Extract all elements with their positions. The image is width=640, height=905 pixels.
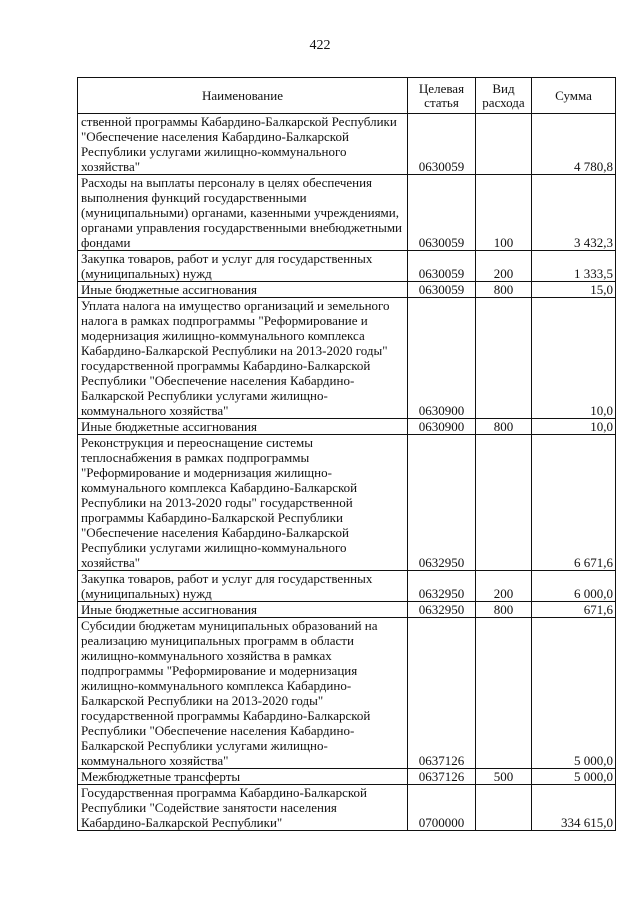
row-name: Субсидии бюджетам муниципальных образований на реализацию муниципальных программ в области жилищно-коммунального хозяйства в рамках подпрограммы "Реформирование и модернизация жилищно-коммунального комплекса Кабардино-Балкарской Республики на 2013-2020 годы" государственной программы Кабардино-Балкарской Республики "Обеспечение населения Кабардино-Балкарской Республики услугами жилищно-коммунального хозяйства" bbox=[78, 618, 408, 769]
row-name: ственной программы Кабардино-Балкарской Республики "Обеспечение населения Кабардино-Балкарской Республики услугами жилищно-коммунального хозяйства" bbox=[78, 114, 408, 175]
table-row bbox=[78, 175, 616, 251]
table-header-row bbox=[78, 78, 616, 114]
row-code: 0637126 bbox=[408, 769, 476, 785]
row-sum: 6 000,0 bbox=[532, 571, 616, 602]
row-name: Закупка товаров, работ и услуг для государственных (муниципальных) нужд bbox=[78, 251, 408, 282]
row-sum: 4 780,8 bbox=[532, 114, 616, 175]
row-code: 0630059 bbox=[408, 282, 476, 298]
row-sum: 671,6 bbox=[532, 602, 616, 618]
row-type bbox=[476, 785, 532, 831]
header-type: Вид расхода bbox=[476, 78, 532, 114]
row-name: Иные бюджетные ассигнования bbox=[78, 282, 408, 298]
row-sum: 6 671,6 bbox=[532, 435, 616, 571]
row-type: 800 bbox=[476, 602, 532, 618]
table-row bbox=[78, 298, 616, 419]
row-type: 800 bbox=[476, 419, 532, 435]
page-number: 422 bbox=[309, 38, 331, 53]
table-row bbox=[78, 251, 616, 282]
row-sum: 3 432,3 bbox=[532, 175, 616, 251]
row-name: Иные бюджетные ассигнования bbox=[78, 602, 408, 618]
table-row bbox=[78, 602, 616, 618]
row-code: 0630900 bbox=[408, 419, 476, 435]
table-row bbox=[78, 435, 616, 571]
row-type bbox=[476, 618, 532, 769]
table-row bbox=[78, 419, 616, 435]
row-type bbox=[476, 114, 532, 175]
row-name: Реконструкция и переоснащение системы теплоснабжения в рамках подпрограммы "Реформирование и модернизация жилищно-коммунального комплекса Кабардино-Балкарской Республики на 2013-2020 годы" государственной программы Кабардино-Балкарской Республики "Обеспечение населения Кабардино-Балкарской Республики услугами жилищно-коммунального хозяйства" bbox=[78, 435, 408, 571]
table-row bbox=[78, 571, 616, 602]
budget-table bbox=[77, 77, 616, 831]
row-type: 500 bbox=[476, 769, 532, 785]
row-type bbox=[476, 298, 532, 419]
row-name: Иные бюджетные ассигнования bbox=[78, 419, 408, 435]
row-code: 0632950 bbox=[408, 602, 476, 618]
row-sum: 5 000,0 bbox=[532, 769, 616, 785]
row-code: 0630059 bbox=[408, 251, 476, 282]
table-row bbox=[78, 282, 616, 298]
row-name: Государственная программа Кабардино-Балкарской Республики "Содействие занятости населения Кабардино-Балкарской Республики" bbox=[78, 785, 408, 831]
row-type: 200 bbox=[476, 251, 532, 282]
row-code: 0630900 bbox=[408, 298, 476, 419]
row-type: 800 bbox=[476, 282, 532, 298]
table-row bbox=[78, 785, 616, 831]
header-sum: Сумма bbox=[532, 78, 616, 114]
row-sum: 334 615,0 bbox=[532, 785, 616, 831]
table-row bbox=[78, 618, 616, 769]
row-name: Межбюджетные трансферты bbox=[78, 769, 408, 785]
table-row bbox=[78, 769, 616, 785]
row-code: 0700000 bbox=[408, 785, 476, 831]
row-code: 0632950 bbox=[408, 571, 476, 602]
row-code: 0632950 bbox=[408, 435, 476, 571]
row-type: 200 bbox=[476, 571, 532, 602]
row-sum: 15,0 bbox=[532, 282, 616, 298]
row-code: 0630059 bbox=[408, 114, 476, 175]
row-name: Уплата налога на имущество организаций и земельного налога в рамках подпрограммы "Реформирование и модернизация жилищно-коммунального комплекса Кабардино-Балкарской Республики на 2013-2020 годы" государственной программы Кабардино-Балкарской Республики "Обеспечение населения Кабардино-Балкарской Республики услугами жилищно-коммунального хозяйства" bbox=[78, 298, 408, 419]
header-code: Целевая статья bbox=[408, 78, 476, 114]
row-type: 100 bbox=[476, 175, 532, 251]
row-sum: 10,0 bbox=[532, 419, 616, 435]
row-sum: 10,0 bbox=[532, 298, 616, 419]
row-name: Закупка товаров, работ и услуг для государственных (муниципальных) нужд bbox=[78, 571, 408, 602]
row-code: 0637126 bbox=[408, 618, 476, 769]
table-row bbox=[78, 114, 616, 175]
row-sum: 1 333,5 bbox=[532, 251, 616, 282]
header-name: Наименование bbox=[78, 78, 408, 114]
row-type bbox=[476, 435, 532, 571]
row-name: Расходы на выплаты персоналу в целях обеспечения выполнения функций государственными (муниципальными) органами, казенными учреждениями, органами управления государственными внебюджетными фондами bbox=[78, 175, 408, 251]
row-code: 0630059 bbox=[408, 175, 476, 251]
row-sum: 5 000,0 bbox=[532, 618, 616, 769]
